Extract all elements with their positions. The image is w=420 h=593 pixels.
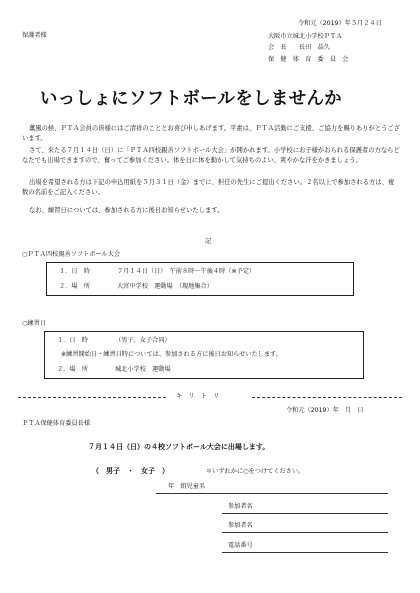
practice-note: ※練習開始日・練習日時については、参加される方に後日お知らせいたします。 [61, 351, 282, 358]
class-name-label: 年 組児童名 [168, 483, 206, 490]
practice-place-label: ２．場 所 [57, 366, 88, 373]
header-date: 令和元（2019）年５月２４日 [298, 20, 382, 27]
body-paragraph-1: 薫風の候、ＰＴＡ会員の皆様にはご清祥のこととお喜び申しあげます。平素は、ＰＴＡ活動にご支援、ご協力を賜りありがとうございます。 [22, 125, 401, 143]
gender-choice[interactable]: （ 男子 ・ 女子 ） [92, 467, 169, 475]
practice-datetime-value: （男子、女子合同） [115, 337, 171, 344]
phone-field[interactable] [222, 552, 388, 553]
sender-school: 大阪市立城北小学校ＰＴＡ [268, 33, 343, 40]
event-heading: ○ＰＴＡ四校親善ソフトボール大会 [22, 251, 121, 258]
phone-label: 電話番号 [228, 542, 253, 549]
ki-label: 記 [205, 238, 212, 245]
body-paragraph-3: 出場を希望される方は下記の申込用紙を５月３１日（金）までに、担任の先生にご提出ください。２名以上で参加される方は、複数の名前をご記入ください。 [22, 179, 395, 197]
event-datetime-value: ７月１４日（日） 午前８時～午後４時（※予定） [117, 268, 256, 275]
sender-committee: 保 健 体 育 委 員 会 [268, 56, 349, 63]
event-place-label: ２．場 所 [59, 283, 90, 290]
class-name-field[interactable] [156, 493, 388, 494]
body-paragraph-4: なお、練習日については、参加される方に後日お知らせいたします。 [29, 207, 224, 214]
body-paragraph-2: さて、来たる７月１４日（日）に「ＰＴＡ四校親善ソフトボール大会」が開かれます。小学校にお子様がおられる保護者の方ならどなたでも出場できますので、奮ってご参加ください。体を日に体を動かして気持ちのよい、爽やかな汗をかきましょう。 [22, 147, 400, 165]
participant2-field[interactable] [222, 532, 388, 533]
sender-chair: 会 長 長田 晶久 [268, 44, 330, 51]
practice-heading: ○練習日 [22, 320, 46, 327]
participant1-label: 参加者名 [228, 503, 253, 510]
participant2-label: 参加者名 [228, 522, 253, 529]
slip-date: 令和元（2019）年 月 日 [286, 407, 364, 414]
practice-datetime-label: １．日 時 [57, 337, 88, 344]
page-title: いっしょにソフトボールをしませんか [40, 89, 343, 109]
cut-line-right [252, 397, 402, 398]
event-place-value: 大宮中学校 運動場 （現地集合） [117, 283, 213, 290]
gender-note: ＊いずれかに○をつけてください。 [206, 468, 305, 475]
cut-label: キ リ ト リ [176, 393, 220, 400]
addressee: 保護者様 [22, 32, 47, 39]
slip-addressee: ＰＴＡ保健体育委員長様 [22, 420, 91, 427]
cut-line-left [18, 397, 166, 398]
event-box [46, 262, 354, 296]
participant1-field[interactable] [222, 513, 388, 514]
event-datetime-label: １．日 時 [59, 268, 90, 275]
practice-place-value: 城北小学校 運動場 [115, 366, 171, 373]
slip-statement: ７月１４日（日）の４校ソフトボール大会に出場します。 [88, 443, 270, 451]
practice-box [44, 331, 364, 379]
